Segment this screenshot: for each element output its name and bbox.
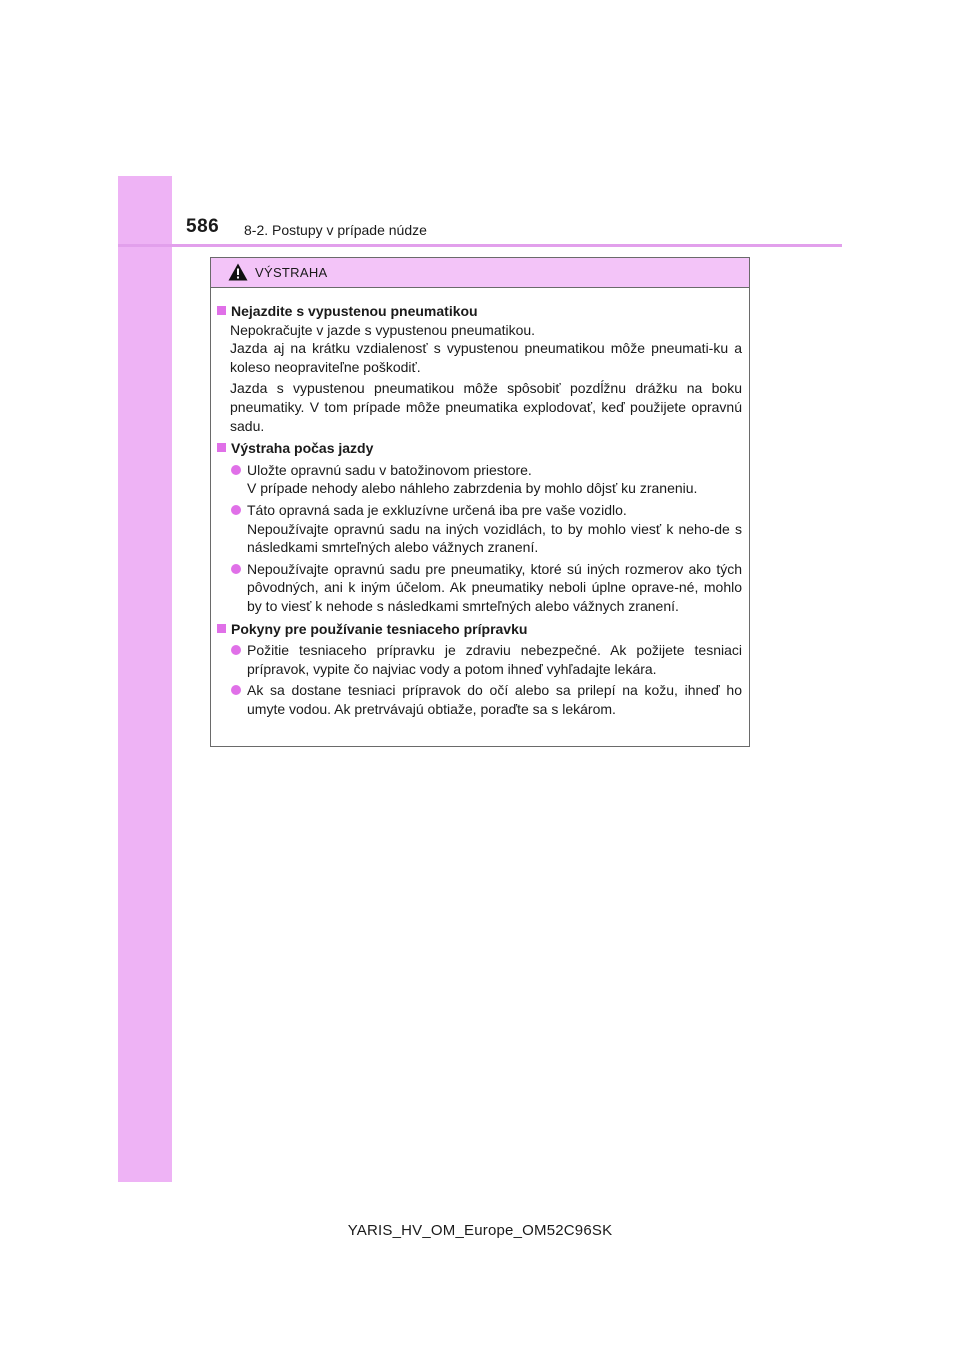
circle-bullet-icon [231,645,241,655]
circle-bullet-icon [231,685,241,695]
circle-bullet-icon [231,465,241,475]
list-item: Uložte opravnú sadu v batožinovom priestore. V prípade nehody alebo náhleho zabrzdenia by mohlo dôjsť ku zraneniu. [217,461,742,498]
section-title: Pokyny pre používanie tesniaceho prípravku [217,620,742,639]
paragraph: Nepokračujte v jazde s vypustenou pneumatikou. Jazda aj na krátku vzdialenosť s vypustenou pneumatikou môže pneumati-ku a koleso neopraviteľne poškodiť. [230,321,742,375]
list-item: Ak sa dostane tesniaci prípravok do očí alebo sa prilepí na kožu, ihneď ho umyte vodou. Ak pretrvávajú obtiaže, poraďte sa s lekárom. [217,681,742,718]
square-bullet-icon [217,443,226,452]
list-item: Nepoužívajte opravnú sadu pre pneumatiky, ktoré sú iných rozmerov ako tých pôvodných, ani k iným účelom. Ak pneumatiky neboli úplne oprave-né, mohlo by to viesť k nehode s následkami smrteľných alebo vážnych zranení. [217,560,742,616]
warning-body [211,288,749,718]
circle-bullet-icon [231,505,241,515]
chapter-title: 8-2. Postupy v prípade núdze [244,222,427,238]
square-bullet-icon [217,306,226,315]
warning-triangle-icon [228,263,248,281]
list-item: Táto opravná sada je exkluzívne určená iba pre vaše vozidlo. Nepoužívajte opravnú sadu na iných vozidlách, to by mohlo viesť k neho-de s následkami smrteľných alebo vážnych zranení. [217,501,742,557]
page-number: 586 [186,216,220,237]
document-code: YARIS_HV_OM_Europe_OM52C96SK [347,1222,613,1239]
paragraph: Jazda s vypustenou pneumatikou môže spôsobiť pozdĺžnu drážku na boku pneumatiky. V tom prípade môže pneumatika explodovať, keď použijete opravnú sadu. [230,380,742,434]
chapter-side-band [118,176,172,1182]
warning-header [211,258,749,288]
section-title: Výstraha počas jazdy [217,439,742,458]
square-bullet-icon [217,624,226,633]
warning-label: VÝSTRAHA [255,265,328,280]
list-item: Požitie tesniaceho prípravku je zdraviu nebezpečné. Ak požijete tesniaci prípravok, vypite čo najviac vody a potom ihneď vyhľadajte lekára. [217,641,742,678]
warning-box [210,257,750,747]
header-divider [118,244,842,247]
circle-bullet-icon [231,564,241,574]
section-title: Nejazdite s vypustenou pneumatikou [217,302,742,321]
